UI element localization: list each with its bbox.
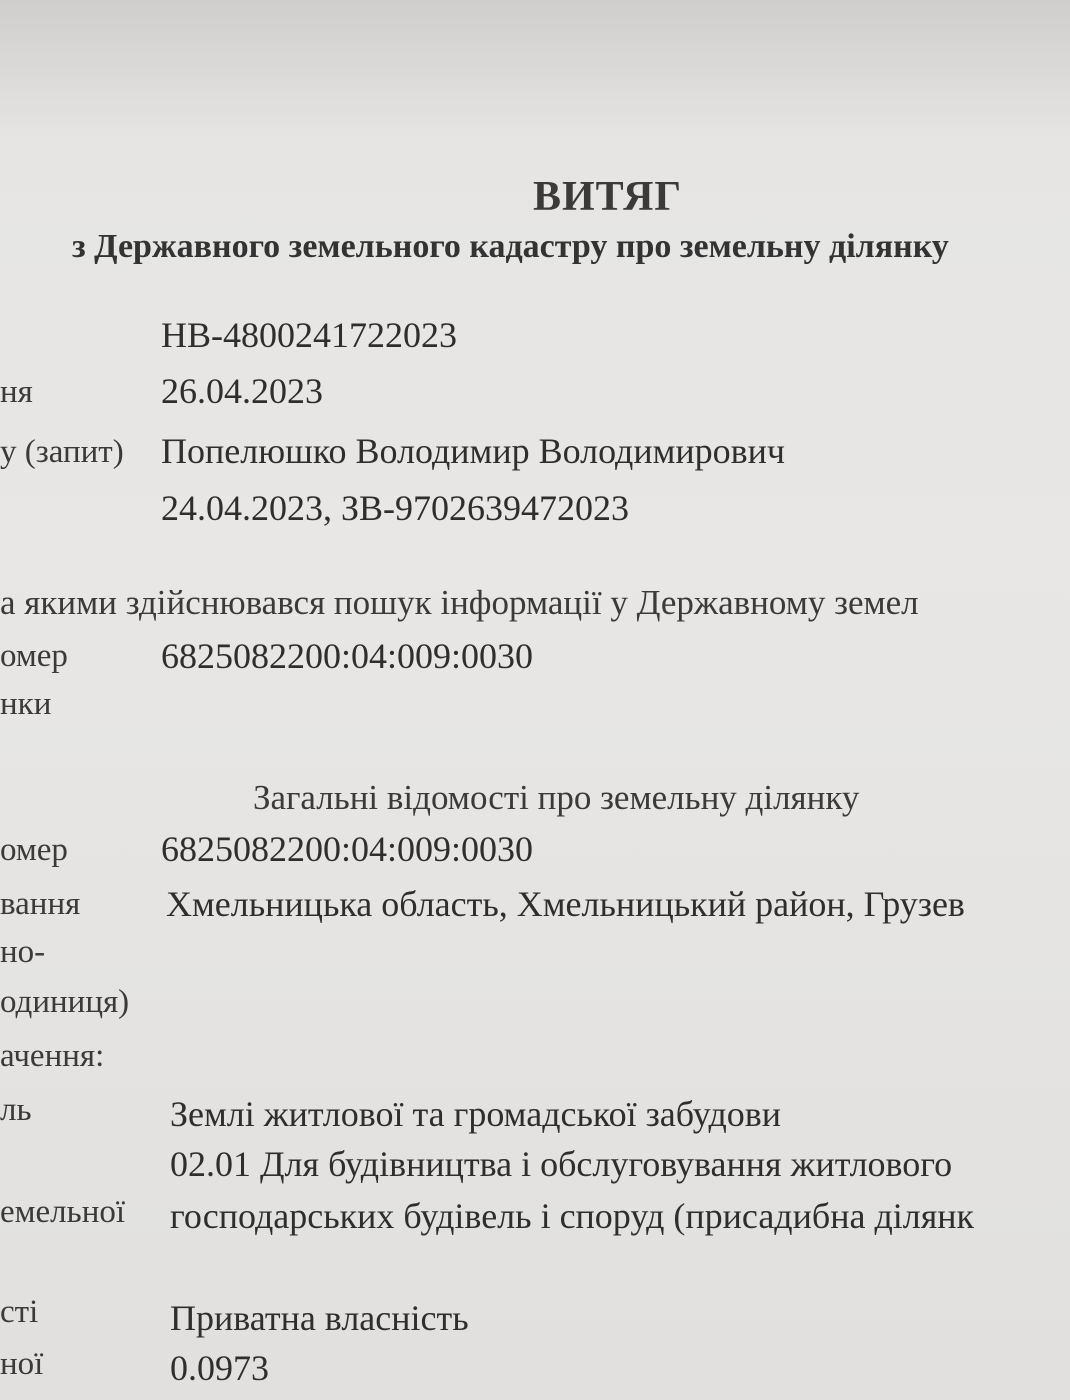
purpose-label-2: емельної — [0, 1194, 126, 1230]
document-title: ВИТЯГ — [533, 174, 683, 220]
formation-date: 26.04.2023 — [161, 371, 323, 411]
category-label: ль — [0, 1092, 32, 1128]
extract-number: НВ-4800241722023 — [161, 315, 457, 355]
location-label-3: одиниця) — [0, 984, 130, 1020]
search-cadastral-number: 6825082200:04:009:0030 — [161, 636, 534, 676]
location-label-2: но- — [0, 934, 46, 970]
general-cadastral-number: 6825082200:04:009:0030 — [161, 829, 534, 869]
search-cadastral-label-2: нки — [0, 686, 52, 722]
location-label-1: вання — [0, 886, 81, 922]
purpose-value-line-2: господарських будівель і споруд (присадибна ділянк — [170, 1196, 975, 1236]
general-cadastral-label: омер — [0, 832, 68, 868]
location-value: Хмельницька область, Хмельницький район, Грузев — [166, 884, 965, 924]
category-value: Землі житлової та громадської забудови — [170, 1094, 782, 1134]
ownership-value: Приватна власність — [170, 1298, 469, 1338]
search-criteria-heading: а якими здійснювався пошук інформації у Державному земел — [0, 583, 919, 622]
area-value: 0.0973 — [170, 1348, 269, 1388]
area-label: ної — [0, 1346, 44, 1382]
request-date-number: 24.04.2023, ЗВ-9702639472023 — [161, 488, 630, 528]
ownership-label: сті — [0, 1294, 39, 1330]
search-cadastral-label-1: омер — [0, 638, 68, 674]
request-label: у (запит) — [0, 434, 124, 470]
purpose-section-label: ачення: — [0, 1038, 105, 1074]
formation-date-label: ня — [0, 374, 33, 410]
purpose-value-line-1: 02.01 Для будівництва і обслуговування житлового — [170, 1144, 953, 1184]
document-subtitle: з Державного земельного кадастру про земельну ділянку — [72, 228, 949, 265]
applicant-name: Попелюшко Володимир Володимирович — [161, 431, 786, 471]
general-info-heading: Загальні відомості про земельну ділянку — [253, 778, 860, 817]
